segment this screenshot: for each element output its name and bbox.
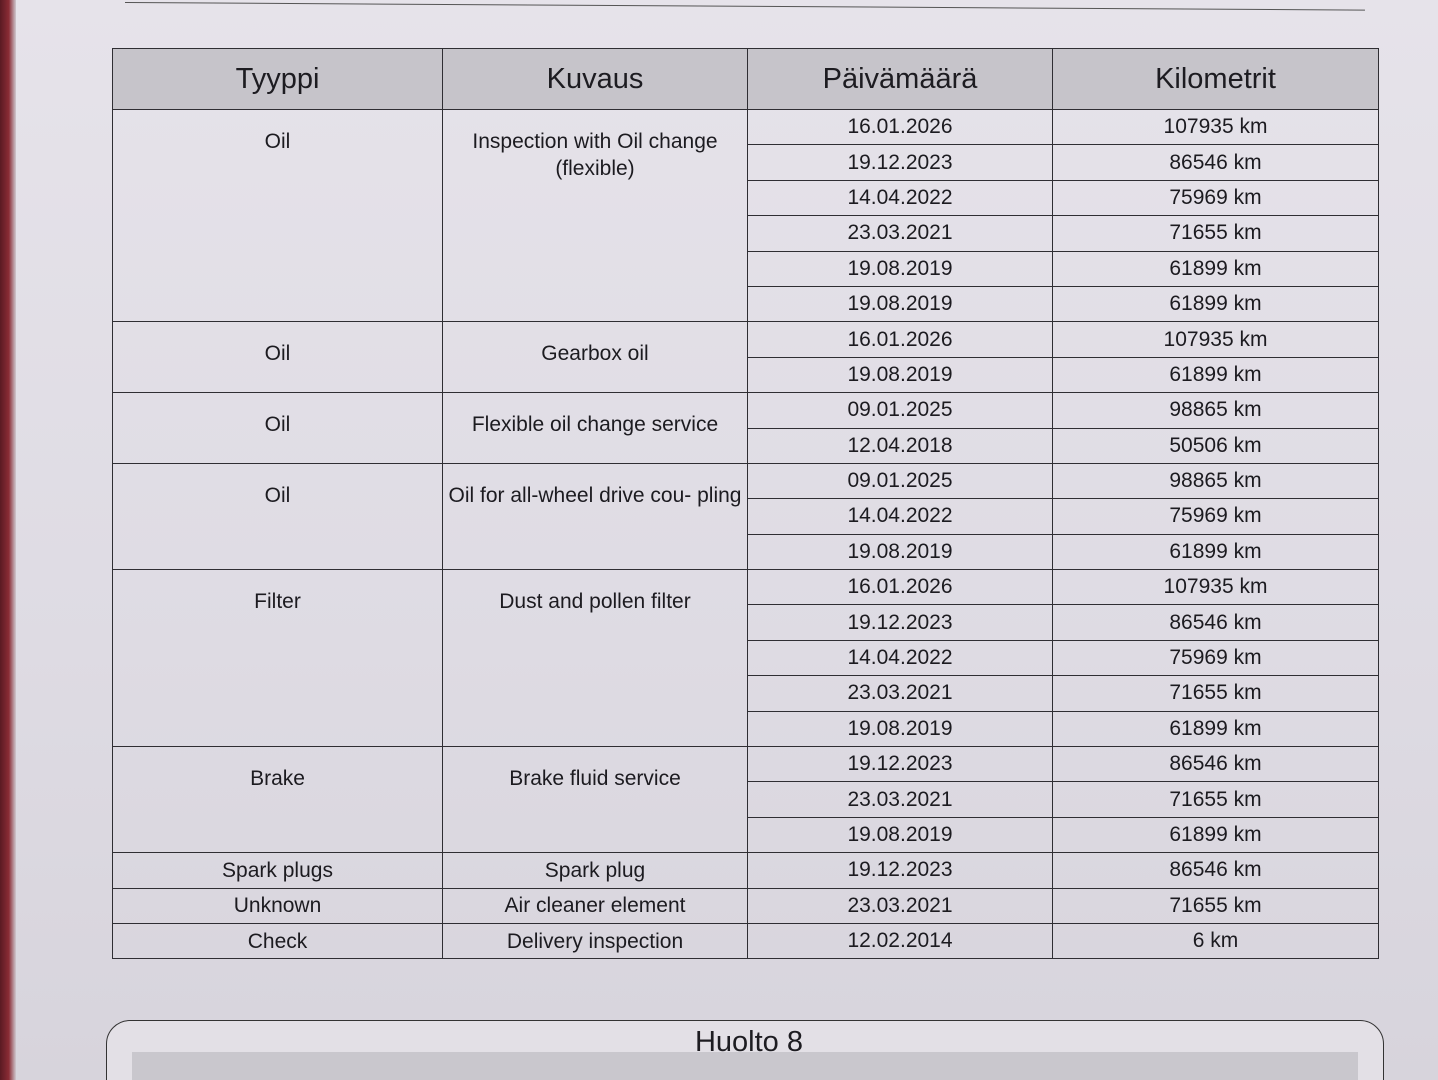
cell-date: 12.02.2014 xyxy=(748,923,1053,958)
cell-date: 19.08.2019 xyxy=(748,251,1053,286)
cell-type: Oil xyxy=(113,322,443,393)
footer-section-title: Huolto 8 xyxy=(694,1026,803,1058)
cell-date: 12.04.2018 xyxy=(748,428,1053,463)
cell-kilometers: 61899 km xyxy=(1053,817,1379,852)
cell-kilometers: 98865 km xyxy=(1053,393,1379,428)
cell-kilometers: 86546 km xyxy=(1053,145,1379,180)
cell-date: 16.01.2026 xyxy=(748,570,1053,605)
service-history-table xyxy=(112,48,1379,959)
cell-date: 19.12.2023 xyxy=(748,747,1053,782)
cell-type: Unknown xyxy=(113,888,443,923)
cell-date: 23.03.2021 xyxy=(748,888,1053,923)
table-body xyxy=(113,110,1379,959)
cell-type: Brake xyxy=(113,747,443,853)
cell-kilometers: 75969 km xyxy=(1053,499,1379,534)
cell-kilometers: 107935 km xyxy=(1053,322,1379,357)
cell-date: 19.08.2019 xyxy=(748,817,1053,852)
header-kilometers: Kilometrit xyxy=(1053,49,1379,110)
cell-description: Oil for all-wheel drive cou- pling xyxy=(443,463,748,569)
cell-date: 14.04.2022 xyxy=(748,180,1053,215)
cell-kilometers: 50506 km xyxy=(1053,428,1379,463)
cell-date: 09.01.2025 xyxy=(748,463,1053,498)
cell-date: 19.12.2023 xyxy=(748,853,1053,888)
cell-date: 16.01.2026 xyxy=(748,110,1053,145)
cell-description: Spark plug xyxy=(443,853,748,888)
table-row xyxy=(113,393,1379,428)
cell-kilometers: 107935 km xyxy=(1053,570,1379,605)
cell-kilometers: 71655 km xyxy=(1053,888,1379,923)
cell-description: Dust and pollen filter xyxy=(443,570,748,747)
cell-date: 09.01.2025 xyxy=(748,393,1053,428)
header-date: Päivämäärä xyxy=(748,49,1053,110)
cell-description: Brake fluid service xyxy=(443,747,748,853)
table-header-row xyxy=(113,49,1379,110)
table-row xyxy=(113,463,1379,498)
cell-kilometers: 107935 km xyxy=(1053,110,1379,145)
cell-date: 23.03.2021 xyxy=(748,782,1053,817)
cell-type: Filter xyxy=(113,570,443,747)
header-description: Kuvaus xyxy=(443,49,748,110)
cell-date: 23.03.2021 xyxy=(748,216,1053,251)
cell-kilometers: 71655 km xyxy=(1053,216,1379,251)
cell-date: 19.08.2019 xyxy=(748,534,1053,569)
cell-kilometers: 61899 km xyxy=(1053,286,1379,321)
cell-date: 19.08.2019 xyxy=(748,286,1053,321)
cell-kilometers: 61899 km xyxy=(1053,251,1379,286)
cell-kilometers: 98865 km xyxy=(1053,463,1379,498)
cell-type: Oil xyxy=(113,463,443,569)
cell-type: Oil xyxy=(113,393,443,464)
cell-kilometers: 61899 km xyxy=(1053,357,1379,392)
cell-type: Oil xyxy=(113,110,443,322)
cell-type: Spark plugs xyxy=(113,853,443,888)
service-history-table-wrap xyxy=(112,48,1378,959)
table-row xyxy=(113,570,1379,605)
cell-kilometers: 71655 km xyxy=(1053,676,1379,711)
cell-date: 23.03.2021 xyxy=(748,676,1053,711)
header-type: Tyyppi xyxy=(113,49,443,110)
cell-description: Air cleaner element xyxy=(443,888,748,923)
cell-description: Delivery inspection xyxy=(443,923,748,958)
cell-date: 19.12.2023 xyxy=(748,145,1053,180)
cell-kilometers: 86546 km xyxy=(1053,747,1379,782)
cell-description: Flexible oil change service xyxy=(443,393,748,464)
cell-kilometers: 86546 km xyxy=(1053,605,1379,640)
cell-kilometers: 75969 km xyxy=(1053,640,1379,675)
cell-description: Gearbox oil xyxy=(443,322,748,393)
cell-kilometers: 86546 km xyxy=(1053,853,1379,888)
cell-date: 14.04.2022 xyxy=(748,499,1053,534)
cell-kilometers: 61899 km xyxy=(1053,534,1379,569)
cell-type: Check xyxy=(113,923,443,958)
background-edge xyxy=(0,0,16,1080)
cell-description: Inspection with Oil change (flexible) xyxy=(443,110,748,322)
cell-date: 16.01.2026 xyxy=(748,322,1053,357)
cell-date: 19.12.2023 xyxy=(748,605,1053,640)
table-row xyxy=(113,322,1379,357)
table-row xyxy=(113,923,1379,958)
cell-kilometers: 6 km xyxy=(1053,923,1379,958)
cell-kilometers: 71655 km xyxy=(1053,782,1379,817)
cell-date: 14.04.2022 xyxy=(748,640,1053,675)
table-row xyxy=(113,888,1379,923)
cell-date: 19.08.2019 xyxy=(748,711,1053,746)
cell-date: 19.08.2019 xyxy=(748,357,1053,392)
cell-kilometers: 61899 km xyxy=(1053,711,1379,746)
table-row xyxy=(113,853,1379,888)
table-row xyxy=(113,747,1379,782)
table-row xyxy=(113,110,1379,145)
cell-kilometers: 75969 km xyxy=(1053,180,1379,215)
